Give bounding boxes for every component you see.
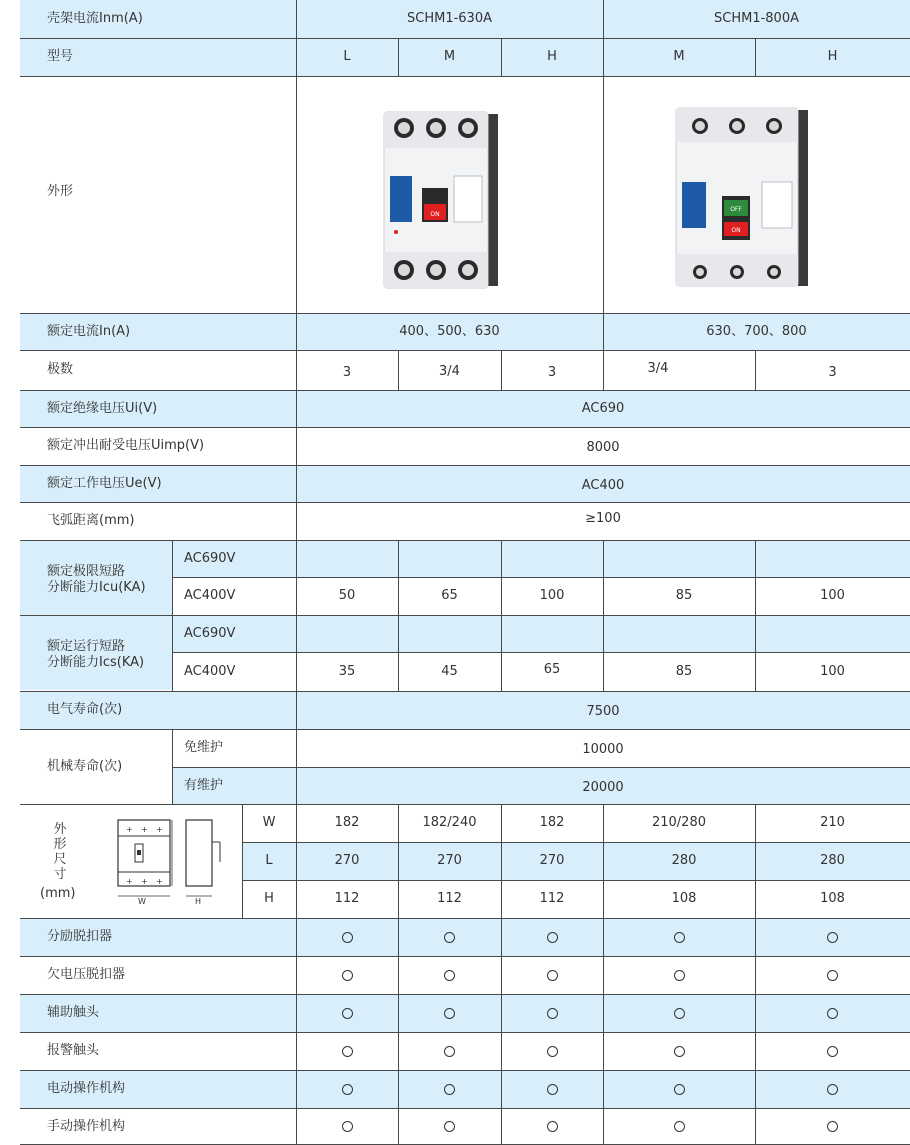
dim-cell: 182	[539, 815, 565, 830]
ics-cell: 85	[675, 663, 693, 679]
ics-label	[20, 615, 172, 691]
model-800-heading: SCHM1-800A	[714, 11, 799, 26]
mechanical-life-label: 机械寿命(次)	[47, 758, 123, 774]
off-text: OFF	[730, 206, 742, 213]
arc-label: 飞弧距离(mm)	[47, 513, 135, 528]
breaker-630-image	[382, 108, 502, 290]
dim-cell: 270	[539, 853, 565, 868]
ics-sub-690: AC690V	[184, 625, 236, 641]
option-mark	[444, 1084, 455, 1095]
svg-text:+: +	[126, 877, 133, 886]
frame-current-label: 壳架电流Inm(A)	[47, 11, 143, 26]
option-mark	[827, 970, 838, 981]
diagram-h-label: H	[195, 897, 202, 906]
accessory-label: 辅助触头	[47, 1005, 100, 1020]
type-cell: M	[673, 49, 685, 64]
option-mark	[827, 1121, 838, 1132]
option-mark	[827, 1008, 838, 1019]
icu-cell: 50	[338, 588, 356, 603]
mech-value-maint: 20000	[582, 779, 624, 795]
dim-cell: 108	[671, 891, 697, 906]
svg-text:+: +	[156, 877, 163, 886]
working-value: AC400	[581, 477, 625, 493]
icu-label	[20, 540, 172, 615]
svg-text:+: +	[156, 825, 163, 834]
option-mark	[444, 1046, 455, 1057]
dim-cell: 270	[437, 853, 462, 868]
option-mark	[342, 1008, 353, 1019]
svg-text:+: +	[126, 825, 133, 834]
ics-cell: 35	[338, 663, 356, 679]
impulse-label: 额定冲出耐受电压Uimp(V)	[47, 438, 205, 453]
option-mark	[342, 970, 353, 981]
type-cell: L	[343, 49, 351, 64]
option-mark	[827, 932, 838, 943]
icu-sub-400: AC400V	[184, 588, 236, 603]
option-mark	[827, 1046, 838, 1057]
ics-cell: 65	[543, 661, 561, 677]
icu-sub-690: AC690V	[184, 550, 236, 566]
dim-char: 寸	[53, 867, 67, 882]
ics-cell: 45	[441, 663, 458, 679]
mech-sub-free: 免维护	[184, 740, 224, 755]
arc-value: ≥100	[585, 511, 621, 526]
poles-label: 极数	[47, 362, 74, 377]
poles-cell: 3	[828, 365, 837, 380]
accessory-label: 手动操作机构	[47, 1118, 126, 1134]
breaker-800-image	[674, 104, 812, 290]
option-mark	[827, 1084, 838, 1095]
poles-cell: 3	[342, 365, 352, 380]
accessory-label: 电动操作机构	[47, 1081, 126, 1096]
option-mark	[547, 1121, 558, 1132]
option-mark	[444, 1121, 455, 1132]
icu-cell: 65	[441, 588, 458, 603]
dimension-diagram	[114, 814, 226, 906]
dim-key-h: H	[264, 891, 274, 906]
accessory-marks	[296, 918, 910, 1145]
dim-cell: 270	[334, 853, 360, 868]
option-mark	[674, 1046, 685, 1057]
insulation-label: 额定绝缘电压Ui(V)	[47, 400, 158, 416]
svg-text:+: +	[141, 877, 148, 886]
poles-cell: 3/4	[647, 361, 669, 376]
option-mark	[342, 1121, 353, 1132]
ics-label-line1: 额定运行短路	[47, 639, 126, 654]
on-text: ON	[430, 211, 440, 218]
ics-label-line2: 分断能力Ics(KA)	[47, 655, 145, 670]
on-text: ON	[731, 227, 741, 234]
diagram-w-label: W	[138, 897, 146, 906]
working-label: 额定工作电压Ue(V)	[47, 475, 162, 491]
option-mark	[674, 970, 685, 981]
dim-char: 外	[53, 822, 67, 837]
svg-text:+: +	[141, 825, 148, 834]
option-mark	[674, 1008, 685, 1019]
option-mark	[547, 1084, 558, 1095]
insulation-value: AC690	[581, 400, 625, 416]
accessory-label: 欠电压脱扣器	[47, 967, 126, 982]
appearance-label: 外形	[47, 184, 74, 199]
icu-cell: 100	[539, 588, 565, 603]
impulse-value: 8000	[586, 440, 620, 455]
model-630-heading: SCHM1-630A	[407, 11, 492, 26]
dim-key-w: W	[262, 815, 276, 830]
dim-cell: 112	[437, 891, 462, 906]
option-mark	[547, 932, 558, 943]
accessory-label: 报警触头	[47, 1043, 100, 1058]
accessory-label: 分励脱扣器	[47, 929, 113, 944]
dim-cell: 112	[539, 891, 565, 906]
dim-char: 尺	[53, 852, 67, 867]
icu-cell: 100	[820, 588, 845, 603]
type-cell: H	[827, 49, 838, 64]
poles-cell: 3/4	[439, 364, 460, 379]
option-mark	[342, 1084, 353, 1095]
option-mark	[342, 932, 353, 943]
option-mark	[674, 1121, 685, 1132]
rated-current-label: 额定电流In(A)	[47, 323, 131, 339]
option-mark	[444, 1008, 455, 1019]
option-mark	[547, 970, 558, 981]
dim-cell: 108	[820, 891, 845, 906]
dimension-label	[40, 814, 80, 890]
electrical-life-value: 7500	[586, 704, 620, 719]
dim-char: 形	[53, 837, 67, 852]
rated-current-800: 630、700、800	[706, 323, 807, 339]
option-mark	[674, 932, 685, 943]
ics-cell: 100	[820, 663, 845, 679]
option-mark	[444, 970, 455, 981]
dim-cell: 182	[334, 815, 360, 830]
option-mark	[547, 1046, 558, 1057]
icu-label-line2: 分断能力Icu(KA)	[47, 579, 146, 595]
poles-cell: 3	[547, 365, 557, 380]
option-mark	[547, 1008, 558, 1019]
dim-key-l: L	[265, 853, 273, 868]
type-label: 型号	[47, 49, 74, 64]
dimension-unit: (mm)	[40, 886, 76, 901]
ics-sub-400: AC400V	[184, 663, 236, 679]
mech-value-free: 10000	[582, 742, 624, 757]
mech-sub-maint: 有维护	[184, 777, 224, 793]
dim-cell: 280	[820, 853, 845, 868]
icu-label-line1: 额定极限短路	[47, 563, 126, 579]
electrical-life-label: 电气寿命(次)	[47, 702, 123, 717]
dim-cell: 210	[820, 815, 845, 830]
rated-current-630: 400、500、630	[399, 323, 500, 339]
option-mark	[342, 1046, 353, 1057]
type-cell: M	[443, 49, 456, 64]
dim-cell: 112	[334, 891, 360, 906]
option-mark	[444, 932, 455, 943]
dim-cell: 210/280	[651, 815, 706, 830]
type-cell: H	[547, 49, 557, 64]
dim-cell: 280	[671, 853, 697, 868]
icu-cell: 85	[675, 588, 693, 603]
option-mark	[674, 1084, 685, 1095]
dim-cell: 182/240	[422, 815, 477, 830]
